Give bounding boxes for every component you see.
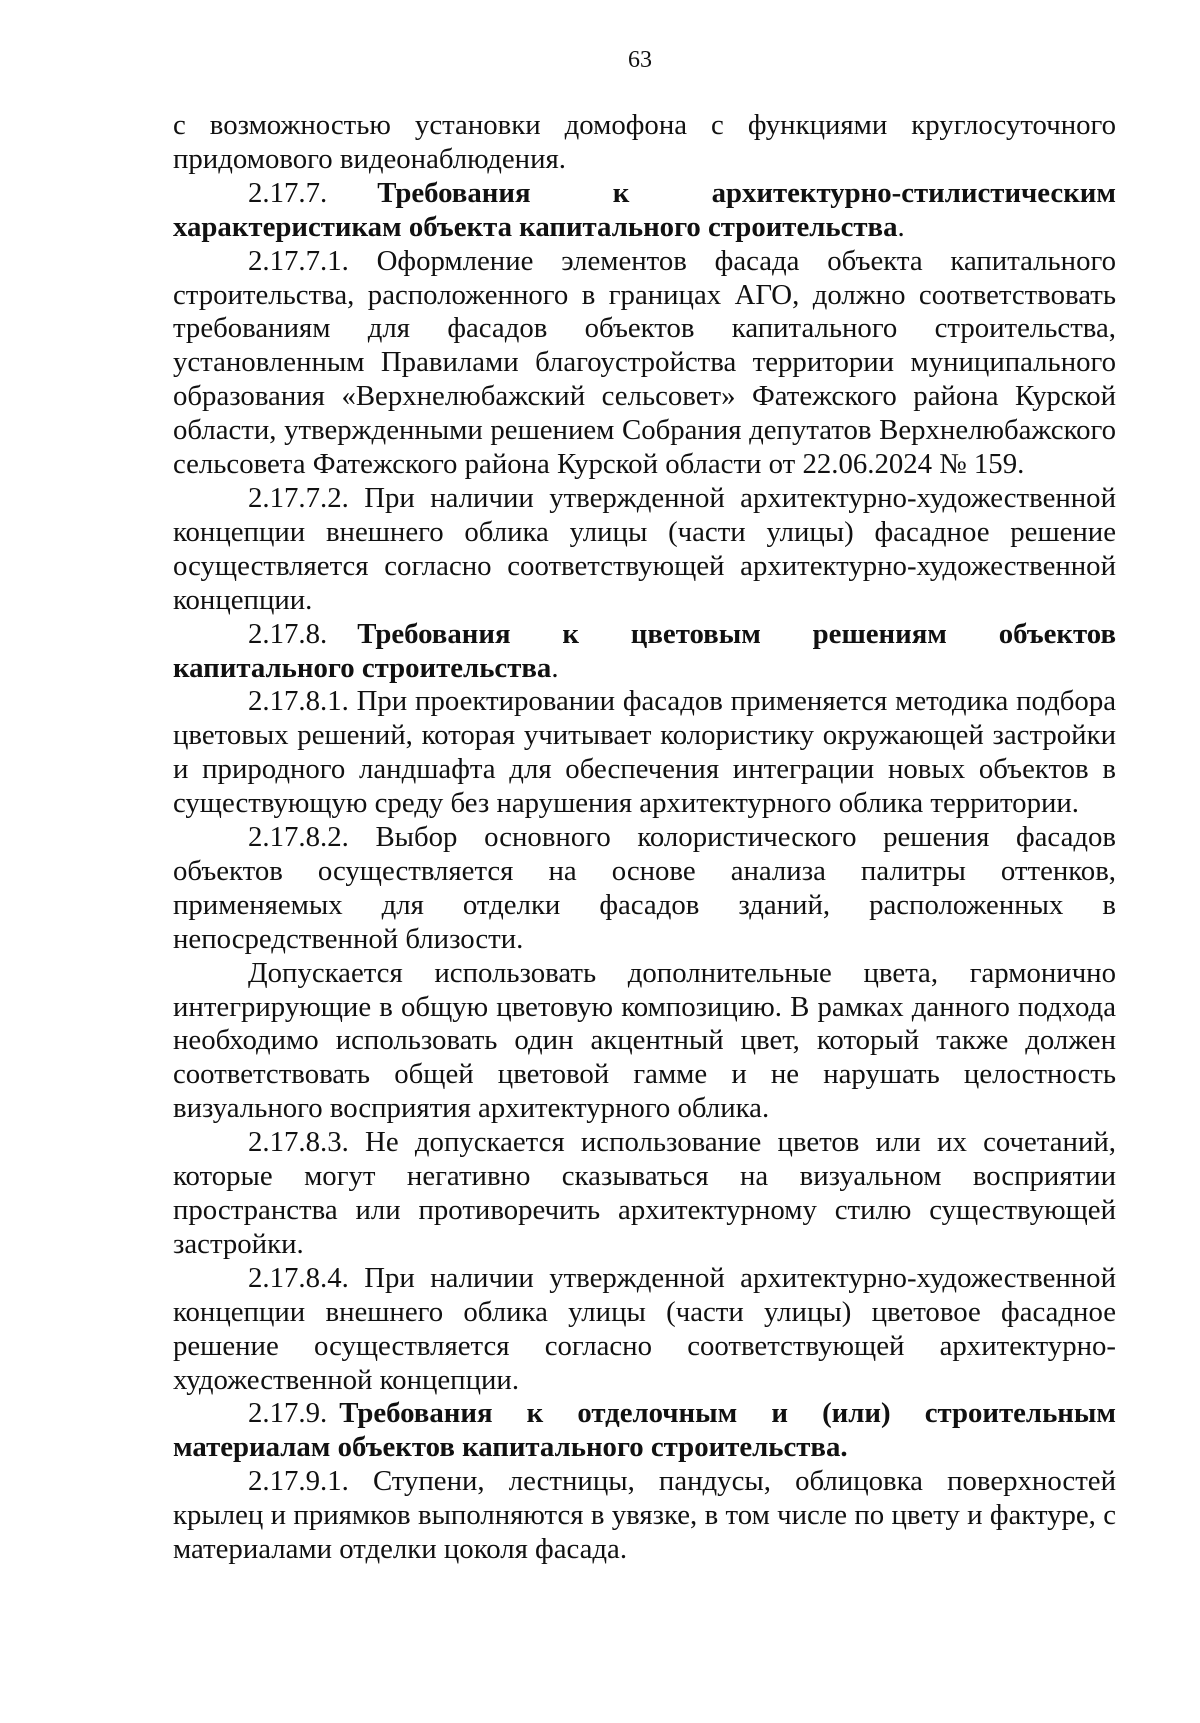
page-number: 63 [628,47,652,73]
section-number: 2.17.8. [248,617,328,650]
section-heading-tail: . [551,651,559,684]
paragraph-2-17-8-2: 2.17.8.2. Выбор основного колористического решения фасадов объектов осуществляется на основе анализа палитры оттенков, применяемых для отделки фасадов зданий, расположенных в непосредственной близости. [173,821,1116,955]
section-heading-2-17-7 [173,177,1116,245]
paragraph-intercom-continuation: с возможностью установки домофона с функциями круглосуточного придомового видеонаблюдения. [173,109,1116,175]
paragraph-2-17-8-4: 2.17.8.4. При наличии утвержденной архитектурно-художественной концепции внешнего облика улицы (части улицы) цветовое фасадное решение осуществляется согласно соответствующей архитектурно-художественной концепции. [173,1261,1116,1396]
section-heading-tail: . [897,210,905,243]
section-heading-text: Требования к отделочным и (или) строительным материалам объектов капитального строительства. [173,1397,1116,1464]
paragraph-2-17-7-2: 2.17.7.2. При наличии утвержденной архитектурно-художественной концепции внешнего облика улицы (части улицы) фасадное решение осуществляется согласно соответствующей архитектурно-художественной концепции. [173,481,1116,616]
section-number: 2.17.7. [248,176,328,209]
paragraph-2-17-8-1: 2.17.8.1. При проектировании фасадов применяется методика подбора цветовых решений, которая учитывает колористику окружающей застройки и природного ландшафта для обеспечения интеграции новых объектов в существующую среду без нарушения архитектурного облика территории. [173,685,1116,820]
section-heading-2-17-9 [173,1397,1116,1465]
paragraph-2-17-9-1: 2.17.9.1. Ступени, лестницы, пандусы, облицовка поверхностей крылец и приямков выполняются в увязке, в том числе по цвету и фактуре, с материалами отделки цоколя фасада. [173,1465,1116,1566]
document-body [173,109,1116,1567]
section-heading-text: Требования к цветовым решениям объектов капитального строительства [173,617,1116,684]
section-heading-text: Требования к архитектурно-стилистическим характеристикам объекта капитального строительства [173,176,1116,243]
section-heading-2-17-8 [173,618,1116,686]
paragraph-2-17-7-1: 2.17.7.1. Оформление элементов фасада объекта капитального строительства, расположенного в границах АГО, должно соответствовать требованиям для фасадов объектов капитального строительства, установленным Правилами благоустройства территории муниципального образования «Верхнелюбажский сельсовет» Фатежского района Курской области, утвержденными решением Собрания депутатов Верхнелюбажского сельсовета Фатежского района Курской области от 22.06.2024 № 159. [173,244,1116,481]
section-number: 2.17.9. [248,1397,328,1430]
paragraph-additional-colors: Допускается использовать дополнительные цвета, гармонично интегрирующие в общую цветовую композицию. В рамках данного подхода необходимо использовать один акцентный цвет, который также должен соответствовать общей цветовой гамме и не нарушать целостность визуального восприятия архитектурного облика. [173,956,1116,1125]
paragraph-2-17-8-3: 2.17.8.3. Не допускается использование цветов или их сочетаний, которые могут негативно сказываться на визуальном восприятии пространства или противоречить архитектурному стилю существующей застройки. [173,1126,1116,1260]
